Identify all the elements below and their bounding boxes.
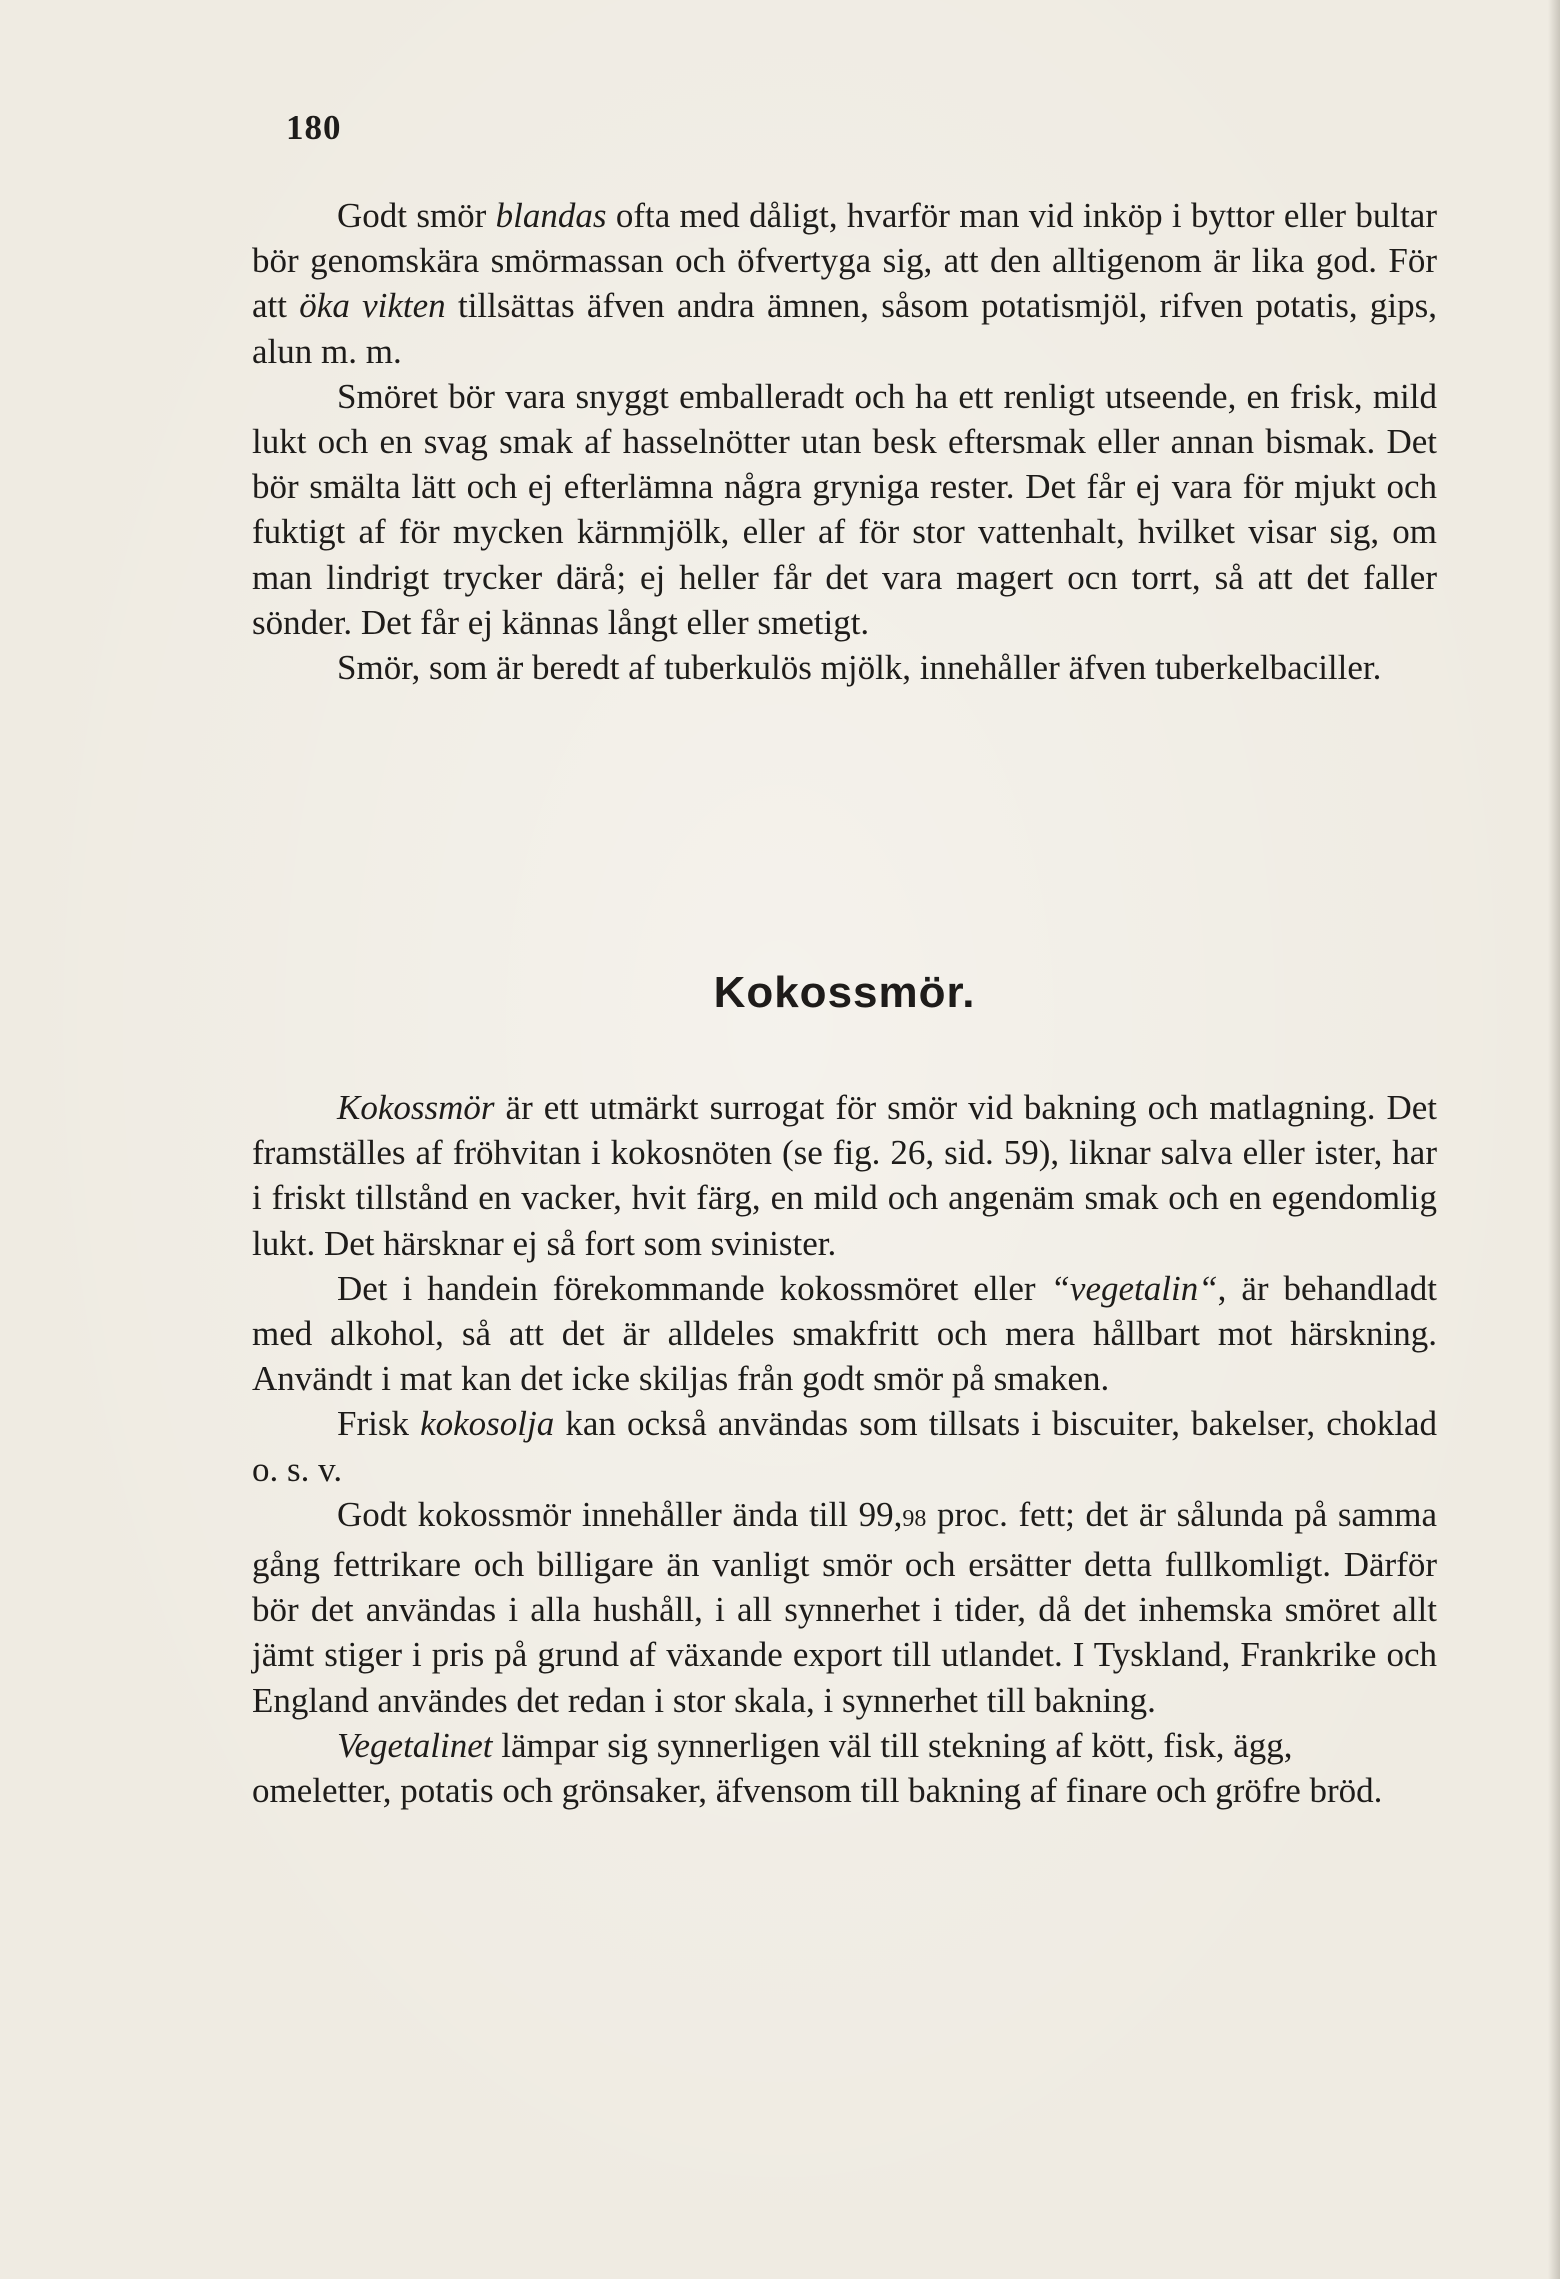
text-run: proc. fett; det är sålunda på samma gång fettrikare och billigare än vanligt smör och ersätter detta fullkomligt. Därför bör det användas i alla hushåll, i all synnerhet i tider, då det inhemska smöret allt jämt stiger i pris på grund af växande export till utlandet. I Tyskland, Frankrike och England användes det redan i stor skala, i synnerhet till bakning. <box>252 1494 1437 1720</box>
text-run: tillsättas äfven andra ämnen, såsom potatismjöl, rifven potatis, gips, alun m. m. <box>252 286 1437 371</box>
text-run: ofta med dåligt, hvarför man vid inköp i byttor eller bultar bör genomskära smörmassan och öfvertyga sig, att den alltigenom är lika god. För att <box>252 196 1437 326</box>
section-heading: Kokossmör. <box>713 968 976 1017</box>
paragraph-butter-adulteration <box>252 193 1437 374</box>
text-run: Det i handein förekommande kokossmöret eller <box>337 1268 1051 1308</box>
text-run: Godt kokossmör innehåller ända till 99, <box>337 1494 903 1534</box>
page-number: 180 <box>286 108 342 147</box>
text-run: lämpar sig synnerligen väl till stekning af kött, fisk, ägg, omeletter, potatis och grönsaker, äfvensom till bakning af finare och gröfre bröd. <box>252 1725 1383 1811</box>
italic-text: öka vikten <box>299 286 446 326</box>
paragraph-butter-tuberculosis: Smör, som är beredt af tuberkulös mjölk, innehåller äfven tuberkelbaciller. <box>337 648 1382 688</box>
text-run: Frisk <box>337 1404 421 1444</box>
text-section-butter <box>252 193 1437 690</box>
text-run: , är behandladt med alkohol, så att det är alldeles smakfritt och mera hållbart mot härskning. Användt i mat kan det icke skiljas från godt smör på smaken. <box>252 1268 1437 1399</box>
paragraph-vegetalin <box>252 1266 1437 1402</box>
paragraph-coconut-oil <box>252 1401 1437 1491</box>
text-run: kan också användas som tillsats i biscuiter, bakelser, choklad o. s. v. <box>252 1404 1438 1489</box>
italic-text: kokosolja <box>420 1404 555 1444</box>
italic-text: blandas <box>495 196 607 235</box>
italic-text: “vegetalin“ <box>1050 1268 1218 1308</box>
text-section-coconut-butter <box>252 1085 1437 1813</box>
text-run: är ett utmärkt surrogat för smör vid bakning och matlagning. Det framställes af fröhvitan i kokosnöten (se fig. 26, sid. 59), liknar salva eller ister, har i friskt tillstånd en vacker, hvit färg, en mild och angenäm smak och en egendomlig lukt. Det härsknar ej så fort som svinister. <box>252 1088 1437 1263</box>
paragraph-fat-content <box>252 1492 1437 1723</box>
italic-text: Vegetalinet <box>337 1725 493 1765</box>
italic-text: Kokossmör <box>337 1088 495 1127</box>
paragraph-vegetalin-uses <box>252 1723 1437 1813</box>
small-digits: 98 <box>902 1505 927 1532</box>
text-run: Godt smör <box>337 196 496 235</box>
paragraph-coconut-intro <box>252 1085 1437 1266</box>
paragraph-butter-quality: Smöret bör vara snyggt emballeradt och ha ett renligt utseende, en frisk, mild lukt och en svag smak af hasselnötter utan besk eftersmak eller annan bismak. Det bör smälta lätt och ej efterlämna några gryniga rester. Det får ej vara för mjukt och fuktigt af för mycken kärnmjölk, eller af för stor vattenhalt, hvilket visar sig, om man lindrigt trycker därå; ej heller får det vara magert ocn torrt, så att det faller sönder. Det får ej kännas långt eller smetigt. <box>252 376 1437 642</box>
